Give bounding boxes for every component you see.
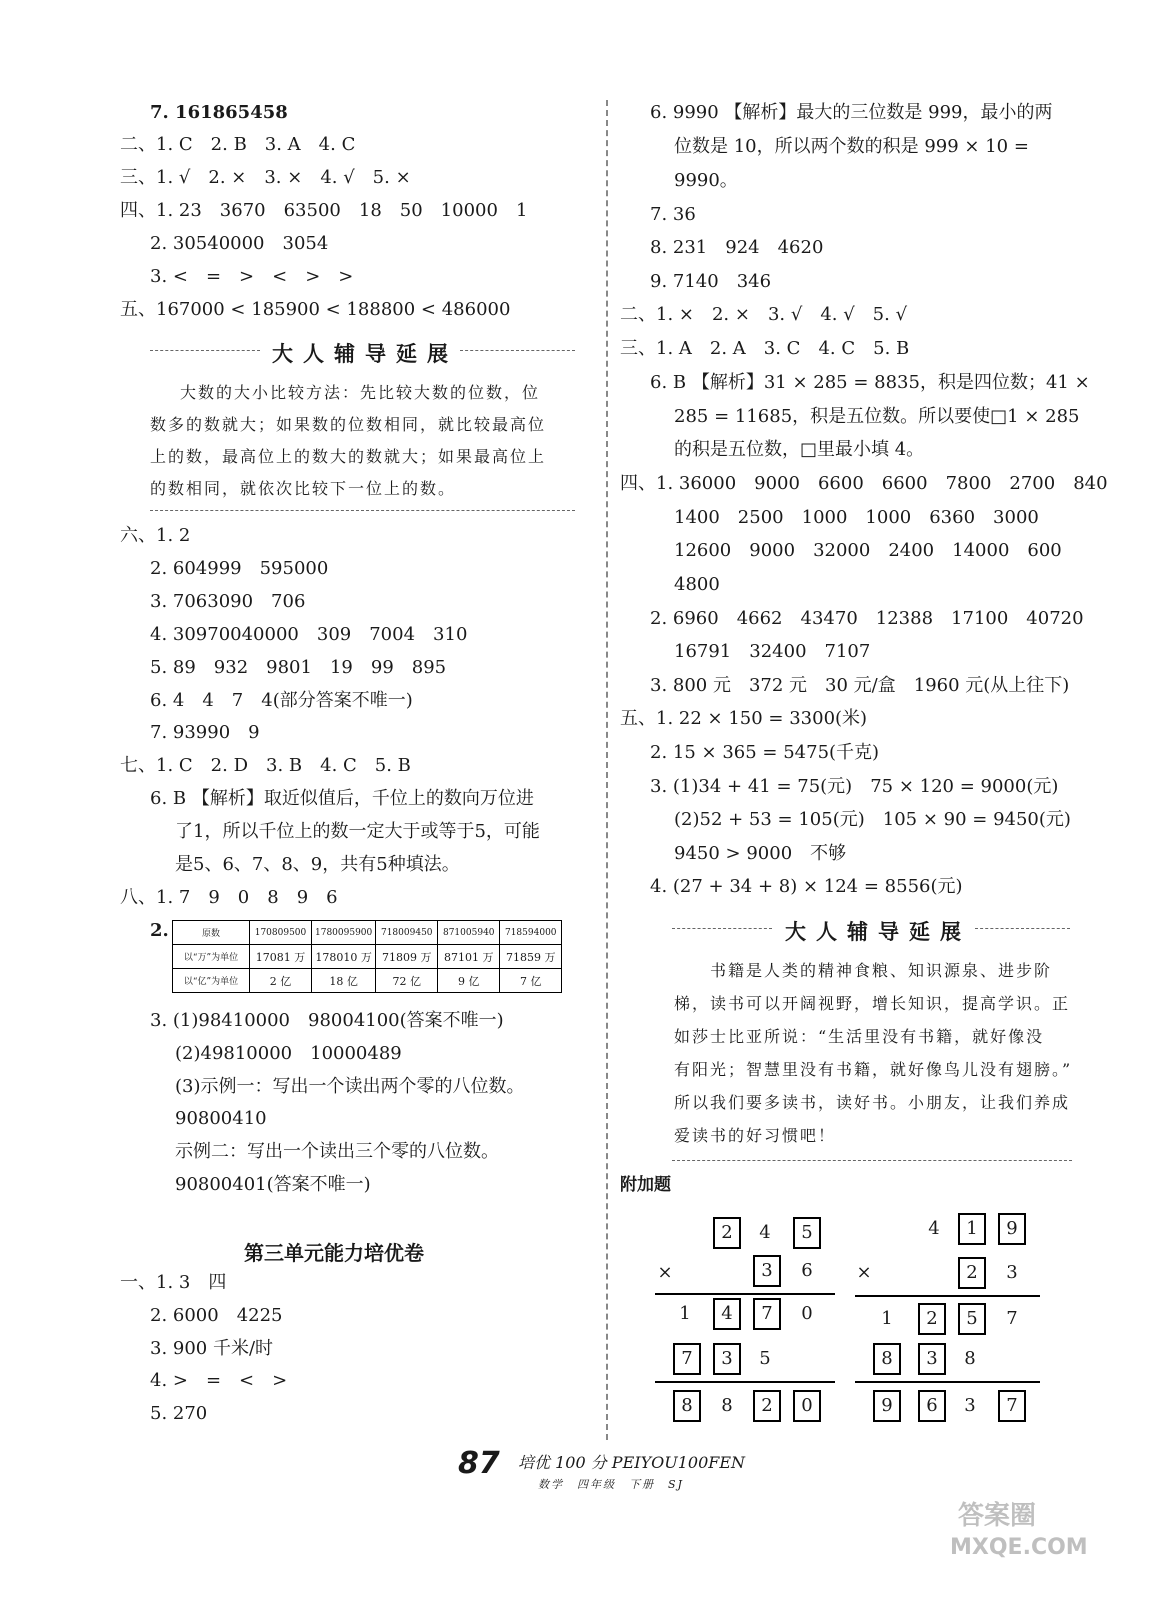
- answer-line: 四、1. 36000 9000 6600 6600 7800 2700 840: [620, 473, 1108, 494]
- digit-box: 4: [713, 1298, 741, 1330]
- table-cell: 87101 万: [438, 945, 500, 969]
- tutor-text-line: 如莎士比亚所说：“生活里没有书籍，就好像没: [674, 1027, 1045, 1046]
- table-cell: 718594000: [500, 921, 562, 945]
- brand-logo-text: 培优 100 分 PEIYOU100FEN: [518, 1453, 746, 1472]
- answer-line: 八、1. 7 9 0 8 9 6: [120, 887, 338, 908]
- table-cell: 以“亿”为单位: [173, 969, 250, 993]
- digit-box: 3: [753, 1255, 781, 1287]
- answer-line: 3. < = > < > >: [150, 266, 354, 287]
- digit: 5: [759, 1348, 771, 1369]
- unit-title: 第三单元能力培优卷: [244, 1241, 424, 1265]
- answer-line: 4800: [674, 574, 720, 595]
- answer-line: 五、167000 < 185900 < 188800 < 486000: [120, 299, 511, 320]
- digit-box: 5: [793, 1217, 821, 1249]
- answer-line: 三、1. A 2. A 3. C 4. C 5. B: [620, 338, 910, 359]
- table-row: [173, 921, 562, 945]
- digit-box: 5: [958, 1303, 986, 1335]
- table-cell: 原数: [173, 921, 250, 945]
- box-bottom-rule: [150, 510, 575, 511]
- tutor-text-line: 的数相同，就依次比较下一位上的数。: [150, 479, 457, 498]
- table-cell: 71859 万: [500, 945, 562, 969]
- answer-line: 四、1. 23 3670 63500 18 50 10000 1: [120, 200, 528, 221]
- digit: 6: [801, 1260, 813, 1281]
- answer-line: (3)示例一：写出一个读出两个零的八位数。: [175, 1076, 525, 1097]
- answer-line: 9. 7140 346: [650, 271, 772, 292]
- digit-box: 3: [713, 1343, 741, 1375]
- answer-line: 1400 2500 1000 1000 6360 3000: [674, 507, 1039, 528]
- digit: 3: [964, 1395, 976, 1416]
- answer-line: 90800401(答案不唯一): [175, 1174, 371, 1195]
- answer-line: 5. 89 932 9801 19 99 895: [150, 657, 447, 678]
- answer-line: 五、1. 22 × 150 = 3300(米): [620, 708, 868, 729]
- table-row: [173, 945, 562, 969]
- digit-box: 9: [998, 1213, 1026, 1245]
- digit-box: 7: [998, 1390, 1026, 1422]
- column-separator: [606, 100, 608, 1440]
- table-cell: 18 亿: [312, 969, 376, 993]
- tutor-text-line: 梯，读书可以开阔视野，增长知识，提高学识。正: [674, 994, 1071, 1013]
- tutor-text-line: 爱读书的好习惯吧！: [674, 1126, 837, 1145]
- table-row: [173, 969, 562, 993]
- answer-line: 8. 231 924 4620: [650, 237, 824, 258]
- digit: 8: [964, 1348, 976, 1369]
- answer-line: 三、1. √ 2. × 3. × 4. √ 5. ×: [120, 167, 411, 188]
- answer-line: (2)52 + 53 = 105(元) 105 × 90 = 9450(元): [674, 809, 1071, 830]
- tutor-text-line: 大数的大小比较方法：先比较大数的位数，位: [180, 383, 541, 402]
- answer-line: 2. 30540000 3054: [150, 233, 329, 254]
- sum-line: [655, 1293, 835, 1295]
- book-info: 数学 四年级 下册 SJ: [538, 1478, 684, 1491]
- table-cell: 17081 万: [250, 945, 312, 969]
- multiply-sign: ×: [856, 1262, 872, 1283]
- tutor-text-line: 所以我们要多读书，读好书。小朋友，让我们养成: [674, 1093, 1071, 1112]
- table-cell: 1780095900: [312, 921, 376, 945]
- sum-line: [855, 1381, 1040, 1383]
- tutor-text-line: 数多的数就大；如果数的位数相同，就比较最高位: [150, 415, 547, 434]
- digit-box: 2: [918, 1303, 946, 1335]
- digit-box: 7: [753, 1298, 781, 1330]
- digit: 4: [759, 1222, 771, 1243]
- watermark: MXQE.COM: [950, 1535, 1088, 1560]
- answer-line: (2)49810000 10000489: [175, 1043, 402, 1064]
- answer-line: 位数是 10，所以两个数的积是 999 × 10 =: [674, 136, 1029, 157]
- digit: 3: [1006, 1262, 1018, 1283]
- table-cell: 7 亿: [500, 969, 562, 993]
- table-cell: 72 亿: [376, 969, 438, 993]
- answer-line: 3. 7063090 706: [150, 591, 306, 612]
- digit-box: 7: [673, 1343, 701, 1375]
- conversion-table: [172, 920, 562, 993]
- digit-box: 8: [673, 1390, 701, 1422]
- digit: 0: [801, 1303, 813, 1324]
- answer-line: 5. 270: [150, 1403, 208, 1424]
- answer-line: 4. 30970040000 309 7004 310: [150, 624, 468, 645]
- tutor-text-line: 上的数，最高位上的数大的数就大；如果最高位上: [150, 447, 547, 466]
- answer-line: 3. (1)98410000 98004100(答案不唯一): [150, 1010, 504, 1031]
- answer-line: 了1，所以千位上的数一定大于或等于5，可能: [175, 821, 540, 842]
- digit: 8: [721, 1395, 733, 1416]
- answer-line: 6. 9990 【解析】最大的三位数是 999，最小的两: [650, 102, 1053, 123]
- answer-line: 7. 36: [650, 204, 696, 225]
- answer-line: 12600 9000 32000 2400 14000 600: [674, 540, 1062, 561]
- tutor-text-line: 有阳光；智慧里没有书籍，就好像鸟儿没有翅膀。”: [674, 1060, 1073, 1079]
- answer-line: 2.: [150, 920, 169, 941]
- answer-line: 2. 604999 595000: [150, 558, 329, 579]
- digit-box: 3: [918, 1343, 946, 1375]
- extra-question-title: 附加题: [620, 1175, 671, 1195]
- tutor-text-line: 书籍是人类的精神食粮、知识源泉、进步阶: [710, 961, 1053, 980]
- answer-line: 6. B 【解析】31 × 285 = 8835，积是四位数；41 ×: [650, 372, 1090, 393]
- answer-line: 一、1. 3 四: [120, 1272, 227, 1293]
- tutor-box-title: 大人辅导延展: [272, 342, 458, 366]
- digit: 4: [928, 1218, 940, 1239]
- digit: 1: [679, 1303, 691, 1324]
- table-cell: 178010 万: [312, 945, 376, 969]
- answer-line: 是5、6、7、8、9，共有5种填法。: [175, 854, 460, 875]
- answer-line: 3. (1)34 + 41 = 75(元) 75 × 120 = 9000(元): [650, 776, 1059, 797]
- digit-box: 2: [753, 1390, 781, 1422]
- multiply-sign: ×: [657, 1262, 673, 1283]
- answer-line: 2. 6000 4225: [150, 1305, 283, 1326]
- table-cell: 871005940: [438, 921, 500, 945]
- page-number: 87: [458, 1446, 500, 1481]
- answer-line: 3. 800 元 372 元 30 元/盒 1960 元(从上往下): [650, 675, 1070, 696]
- table-cell: 9 亿: [438, 969, 500, 993]
- digit: 7: [1006, 1308, 1018, 1329]
- watermark: 答案圈: [958, 1501, 1037, 1531]
- answer-line: 示例二：写出一个读出三个零的八位数。: [175, 1141, 499, 1162]
- digit-box: 2: [713, 1217, 741, 1249]
- digit-box: 9: [873, 1390, 901, 1422]
- title-rule: [150, 350, 260, 351]
- answer-line: 2. 6960 4662 43470 12388 17100 40720: [650, 608, 1084, 629]
- answer-line: 六、1. 2: [120, 525, 191, 546]
- answer-line: 6. 4 4 7 4(部分答案不唯一): [150, 690, 413, 711]
- answer-line: 6. B 【解析】取近似值后，千位上的数向万位进: [150, 788, 534, 809]
- digit-box: 1: [958, 1213, 986, 1245]
- answer-line: 7. 93990 9: [150, 722, 260, 743]
- table-cell: 718009450: [376, 921, 438, 945]
- answer-line: 9450 > 9000 不够: [674, 843, 847, 864]
- answer-line: 2. 15 × 365 = 5475(千克): [650, 742, 880, 763]
- table-cell: 170809500: [250, 921, 312, 945]
- answer-line: 16791 32400 7107: [674, 641, 871, 662]
- digit-box: 6: [918, 1390, 946, 1422]
- sum-line: [855, 1295, 1040, 1297]
- table-cell: 以“万”为单位: [173, 945, 250, 969]
- sum-line: [655, 1381, 835, 1383]
- answer-line: 4. > = < >: [150, 1370, 288, 1391]
- answer-line: 7. 161865458: [150, 102, 288, 123]
- digit: 1: [881, 1308, 893, 1329]
- digit-box: 2: [958, 1257, 986, 1289]
- table-cell: 2 亿: [250, 969, 312, 993]
- answer-line: 90800410: [175, 1108, 267, 1129]
- table-cell: 71809 万: [376, 945, 438, 969]
- answer-line: 二、1. C 2. B 3. A 4. C: [120, 134, 356, 155]
- answer-line: 二、1. × 2. × 3. √ 4. √ 5. √: [620, 304, 908, 325]
- answer-line: 七、1. C 2. D 3. B 4. C 5. B: [120, 755, 411, 776]
- tutor-box-title: 大人辅导延展: [785, 920, 971, 944]
- answer-line: 9990。: [674, 170, 738, 191]
- answer-line: 4. (27 + 34 + 8) × 124 = 8556(元): [650, 876, 963, 897]
- answer-line: 3. 900 千米/时: [150, 1338, 274, 1359]
- title-rule: [975, 928, 1070, 929]
- title-rule: [460, 350, 575, 351]
- digit-box: 0: [793, 1390, 821, 1422]
- box-bottom-rule: [672, 1160, 1072, 1161]
- answer-line: 的积是五位数，□里最小填 4。: [674, 439, 925, 460]
- digit-box: 8: [873, 1343, 901, 1375]
- title-rule: [672, 928, 772, 929]
- answer-line: 285 = 11685，积是五位数。所以要使□1 × 285: [674, 406, 1080, 427]
